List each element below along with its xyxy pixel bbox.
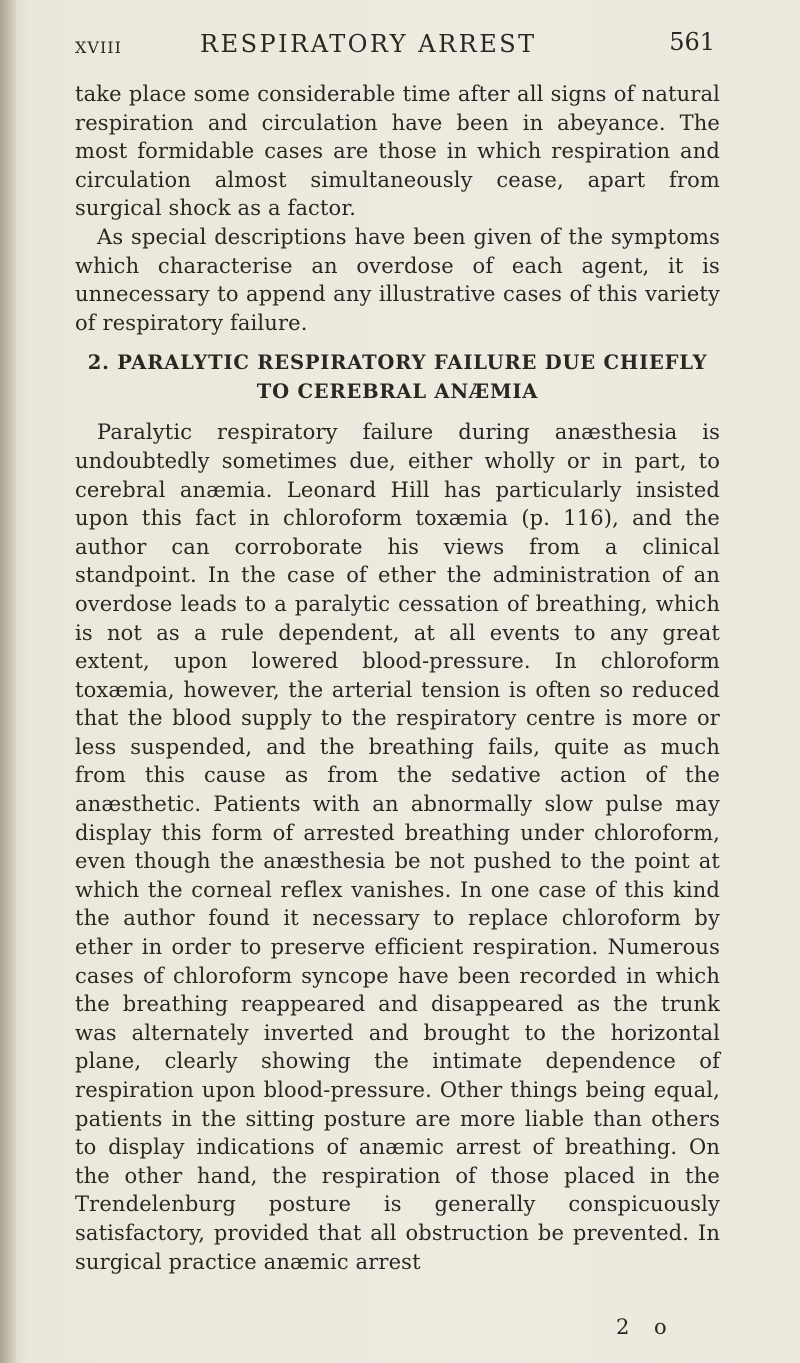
section-heading-line-1: 2. PARALYTIC RESPIRATORY FAILURE DUE CHIEFLY [87,351,708,375]
body-text [75,80,720,1276]
chapter-number: XVIII [75,38,122,57]
section-heading-line-2: TO CEREBRAL ANÆMIA [256,380,539,404]
page-header [75,24,715,74]
paragraph-special-descriptions: As special descriptions have been given of the symptoms which characterise an overdose of each agent, it is unnecessary to append any illustrative cases of this variety of respiratory failure. [75,224,720,335]
paragraph-continuation: take place some considerable time after all signs of natural respiration and circulation have been in abeyance. The most formidable cases are those in which respiration and circulation almost simultaneously cease, apart from surgical shock as a factor. [75,82,720,221]
signature-mark: 2 o [616,1315,676,1339]
paragraph-paralytic-failure: Paralytic respiratory failure during anæsthesia is undoubtedly sometimes due, either wholly or in part, to cerebral anæmia. Leonard Hill has particularly insisted upon this fact in chloroform toxæmia (p. 116), and the author can corroborate his views from a clinical standpoint. In the case of ether the administration of an overdose leads to a paralytic cessation of breathing, which is not as a rule dependent, at all events to any great extent, upon lowered blood-pressure. In chloroform toxæmia, however, the arterial tension is often so reduced that the blood supply to the respiratory centre is more or less suspended, and the breathing fails, quite as much from this cause as from the sedative action of the anæsthetic. Patients with an abnormally slow pulse may display this form of arrested breathing under chloroform, even though the anæsthesia be not pushed to the point at which the corneal reflex vanishes. In one case of this kind the author found it necessary to replace chloroform by ether in order to preserve efficient respiration. Numerous cases of chloroform syncope have been recorded in which the breathing reappeared and disappeared as the trunk was alternately inverted and brought to the horizontal plane, clearly showing the intimate dependence of respiration upon blood-pressure. Other things being equal, patients in the sitting posture are more liable than others to display indications of anæmic arrest of breathing. On the other hand, the respiration of those placed in the Trendelenburg posture is generally conspicuously satisfactory, provided that all obstruction be prevented. In surgical practice anæmic arrest [75,420,720,1274]
section-heading [75,348,720,406]
running-title: RESPIRATORY ARREST [200,30,537,58]
page-spine-shadow [0,0,16,1363]
page-number: 561 [669,28,715,56]
